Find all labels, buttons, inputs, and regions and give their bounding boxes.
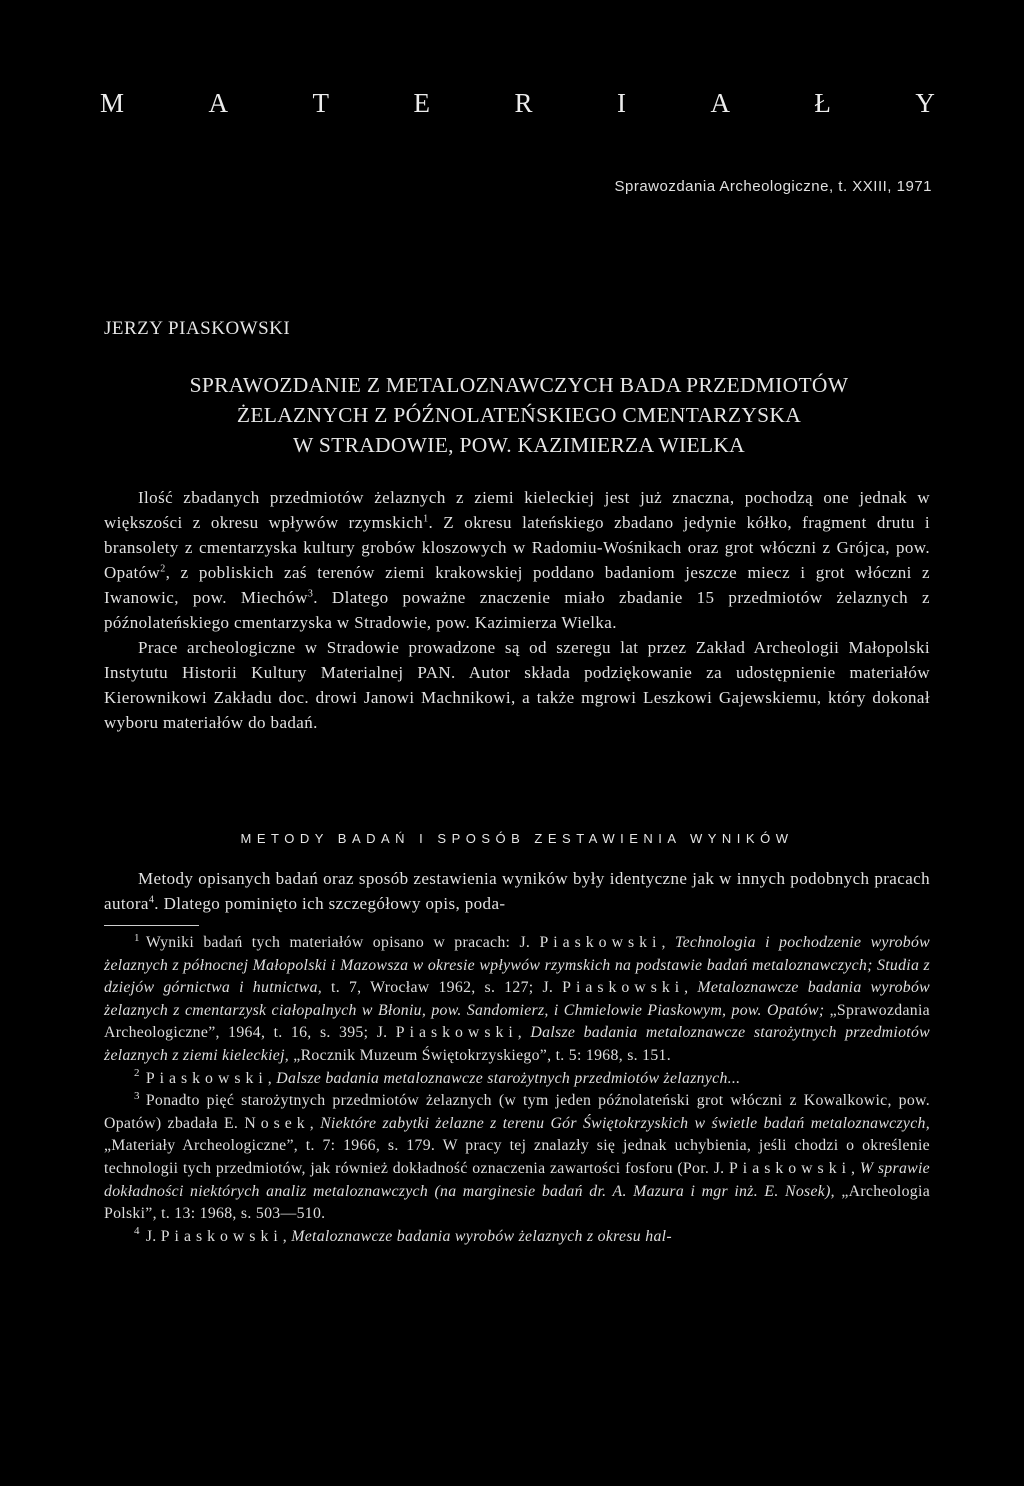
paragraph-intro: Ilość zbadanych przedmiotów żelaznych z ziemi kieleckiej jest już znaczna, pochodzą one jednak w większości z okresu wpływów rzymskich$^1$. Z okresu lateńskiego zbadano jedynie kółko, fragment drutu i bransolety z cmentarzyska kultury grobów kloszowych w Radomiu-Wośnikach oraz grot włóczni z Grójca, pow. Opatów$^2$, z pobliskich zaś terenów ziemi krakowskiej poddano badaniom jeszcze miecz i grot włóczni z Iwanowic, pow. Miechów$^3$. Dlatego poważne znaczenie miało zbadanie 15 przedmiotów żelaznych z późnolateńskiego cmentarzyska w Stradowie, pow. Kazimierza Wielka. [104, 488, 930, 632]
section-letter: A [208, 88, 228, 118]
title-line: SPRAWOZDANIE Z METALOZNAWCZYCH BADA PRZEDMIOTÓW [189, 373, 849, 397]
footnote-ref: 2 [160, 563, 166, 575]
title-line: W STRADOWIE, POW. KAZIMIERZA WIELKA [292, 433, 745, 457]
journal-citation: Sprawozdania Archeologiczne, t. XXIII, 1971 [614, 178, 932, 195]
article-body [104, 485, 930, 735]
section-letter: M [100, 88, 125, 118]
section-letter: R [514, 88, 533, 118]
footnote-ref: 3 [307, 588, 314, 600]
section-letter: A [710, 88, 730, 118]
footnote-ref: 1 [423, 513, 429, 525]
footnote-3: $^3$ Ponadto pięć starożytnych przedmiotów żelaznych (w tym jeden późnolateński grot włóczni z Kowalkowic, pow. Opatów) zbadała E. Nosek, Niektóre zabytki żelazne z terenu Gór Świętokrzyskich w świetle badań metaloznawczych, „Materiały Archeologiczne”, t. 7: 1966, s. 179. W pracy tej znalazły się jednak uchybienia, jeśli chodzi o określenie technologii tych przedmiotów, jak również dokładność oznaczenia zawartości fosforu (Por. J. Piaskowski, W sprawie dokładności niektórych analiz metaloznawczych (na marginesie badań dr. A. Mazura i mgr inż. E. Nosek), „Archeologia Polski”, t. 13: 1968, s. 503—510. [104, 1089, 931, 1223]
footnote-divider [104, 925, 199, 926]
section-heading-methods: METODY BADAŃ I SPOSÓB ZESTAWIENIA WYNIKÓW [240, 831, 794, 846]
section-letter: I [616, 88, 626, 118]
section-letter: E [413, 88, 430, 118]
section-letter: T [312, 88, 329, 118]
paragraph-methods: Metody opisanych badań oraz sposób zestawienia wyników były identyczne jak w innych podobnych pracach autora$^4$. Dlatego pominięto ich szczegółowy opis, poda- [104, 869, 930, 913]
footnote-1: $^1$ Wyniki badań tych materiałów opisano w pracach: J. Piaskowski, Technologia i pochodzenie wyrobów żelaznych z północnej Małopolski i Mazowsza w okresie wpływów rzymskich na podstawie badań metaloznawczych; Studia z dziejów górnictwa i hutnictwa, t. 7, Wrocław 1962, s. 127; J. Piaskowski, Metaloznawcze badania wyrobów żelaznych z cmentarzysk ciałopalnych w Błoniu, pow. Sandomierz, i Chmielowie Piaskowym, pow. Opatów; „Sprawozdania Archeologiczne”, 1964, t. 16, s. 395; J. Piaskowski, Dalsze badania metaloznawcze starożytnych przedmiotów żelaznych z ziemi kieleckiej, „Rocznik Muzeum Świętokrzyskiego”, t. 5: 1968, s. 151. [104, 931, 931, 1064]
title-line: ŻELAZNYCH Z PÓŹNOLATEŃSKIEGO CMENTARZYSKA [236, 403, 802, 427]
footnote-ref: 4 [148, 894, 155, 906]
footnote-4: $^4$ J. Piaskowski, Metaloznawcze badania wyrobów żelaznych z okresu hal- [134, 1225, 672, 1245]
footnotes [104, 932, 930, 1248]
article-body-methods [104, 866, 930, 916]
article-title [104, 370, 934, 460]
section-heading-materialy [100, 88, 935, 119]
article-author: JERZY PIASKOWSKI [104, 318, 291, 339]
paragraph-acknowledgement: Prace archeologiczne w Stradowie prowadzone są od szeregu lat przez Zakład Archeologii Małopolski Instytutu Historii Kultury Materialnej PAN. Autor składa podziękowanie za udostępnienie materiałów Kierownikowi Zakładu doc. drowi Janowi Machnikowi, a także mgrowi Leszkowi Gajewskiemu, który dokonał wyboru materiałów do badań. [104, 638, 930, 732]
footnote-2: $^2$ Piaskowski, Dalsze badania metaloznawcze starożytnych przedmiotów żelaznych... [134, 1067, 741, 1087]
section-letter: Y [915, 88, 935, 118]
section-letter: Ł [814, 88, 831, 118]
